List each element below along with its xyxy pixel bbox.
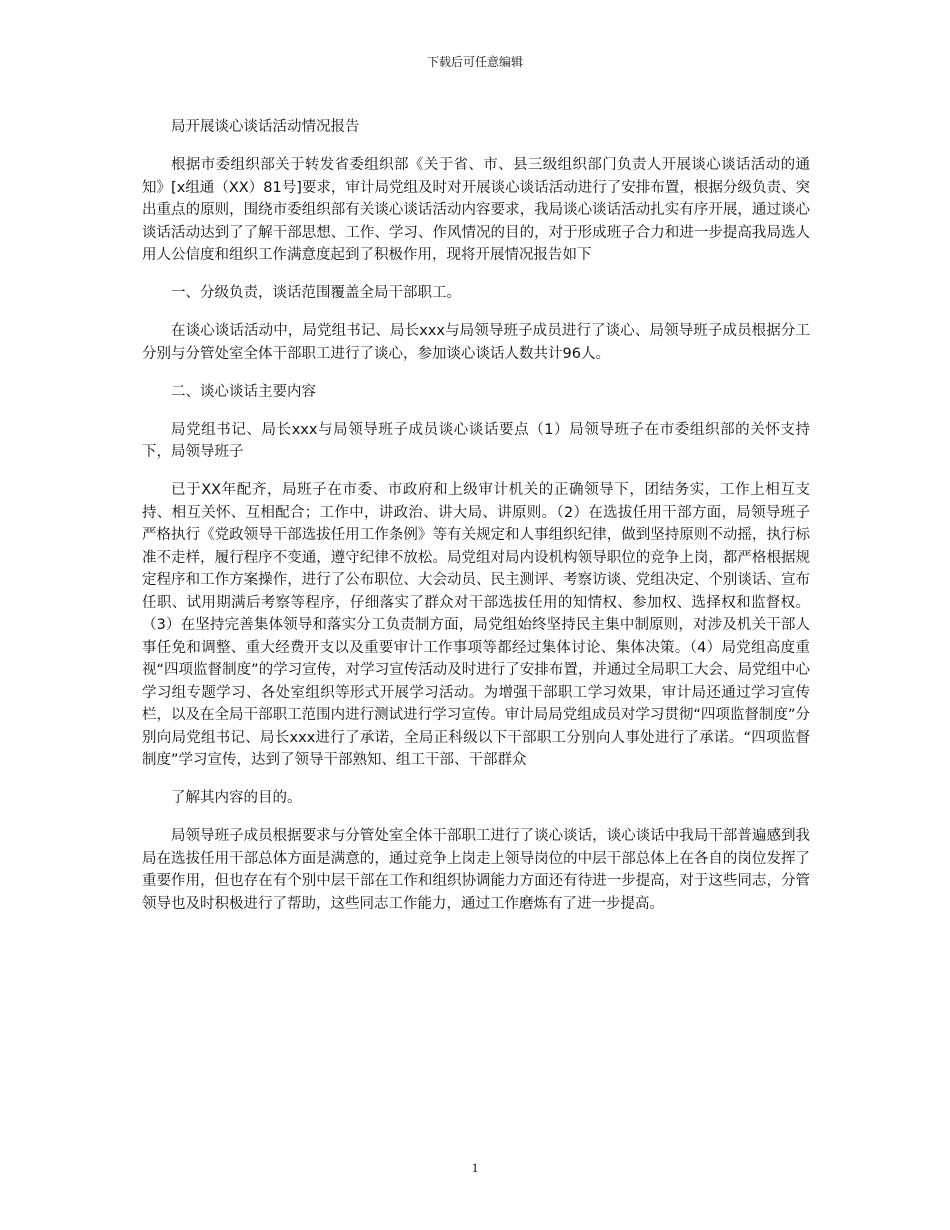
- page-header-note: 下载后可任意编辑: [426, 55, 523, 69]
- document-body: [142, 116, 810, 931]
- section-heading-1: 一、分级负责，谈话范围覆盖全局干部职工。: [171, 285, 461, 301]
- paragraph-details: 已于XX年配齐，局班子在市委、市政府和上级审计机关的正确领导下，团结务实，工作上相互支持、相互关怀、互相配合；工作中，讲政治、讲大局、讲原则。（2）在选拔任用干部方面，局领导班子严格执行《党政领导干部选拔任用工作条例》等有关规定和人事组织纪律，做到坚持原则不动摇，执行标准不走样，履行程序不变通，遵守纪律不放松。局党组对局内设机构领导职位的竞争上岗，都严格根据规定程序和工作方案操作，进行了公布职位、大会动员、民主测评、考察访谈、党组决定、个别谈话、宣布任职、试用期满后考察等程序，仔细落实了群众对干部选拔任用的知情权、参加权、选择权和监督权。（3）在坚持完善集体领导和落实分工负责制方面，局党组始终坚持民主集中制原则，对涉及机关干部人事任免和调整、重大经费开支以及重要审计工作事项等都经过集体讨论、集体决策。（4）局党组高度重视“四项监督制度”的学习宣传，对学习宣传活动及时进行了安排布置，并通过全局职工大会、局党组中心学习组专题学习、各处室组织等形式开展学习活动。为增强干部职工学习效果，审计局还通过学习宣传栏，以及在全局干部职工范围内进行测试进行学习宣传。审计局局党组成员对学习贯彻“四项监督制度”分别向局党组书记、局长xxx进行了承诺，全局正科级以下干部职工分别向人事处进行了承诺。“四项监督制度”学习宣传，达到了领导干部熟知、组工干部、干部群众: [142, 482, 810, 768]
- section-heading-2: 二、谈心谈话主要内容: [171, 383, 316, 400]
- paragraph-intro: 根据市委组织部关于转发省委组织部《关于省、市、县三级组织部门负责人开展谈心谈话活动的通知》[x组通（XX）81号]要求，审计局党组及时对开展谈心谈话活动进行了安排布置，根据分级负责、突出重点的原则，围绕市委组织部有关谈心谈话活动内容要求，我局谈心谈话活动扎实有序开展，通过谈心谈话活动达到了了解干部思想、工作、学习、作风情况的目的，对于形成班子合力和进一步提高我局选人用人公信度和组织工作满意度起到了积极作用，现将开展情况报告如下: [142, 157, 810, 263]
- paragraph-conclusion: 局领导班子成员根据要求与分管处室全体干部职工进行了谈心谈话，谈心谈话中我局干部普遍感到我局在选拔任用干部总体方面是满意的，通过竞争上岗走上领导岗位的中层干部总体上在各自的岗位发挥了重要作用，但也存在有个别中层干部在工作和组织协调能力方面还有待进一步提高，对于这些同志，分管领导也及时积极进行了帮助，这些同志工作能力，通过工作磨炼有了进一步提高。: [142, 828, 810, 912]
- paragraph-purpose: 了解其内容的目的。: [171, 790, 302, 806]
- page-number: 1: [471, 1160, 479, 1175]
- paragraph-section-1: 在谈心谈话活动中，局党组书记、局长xxx与局领导班子成员进行了谈心、局领导班子成员根据分工分别与分管处室全体干部职工进行了谈心，参加谈心谈话人数共计96人。: [142, 323, 810, 362]
- paragraph-key-points: 局党组书记、局长xxx与局领导班子成员谈心谈话要点（1）局领导班子在市委组织部的关怀支持下，局领导班子: [142, 421, 810, 460]
- document-title: 局开展谈心谈话活动情况报告: [171, 119, 360, 135]
